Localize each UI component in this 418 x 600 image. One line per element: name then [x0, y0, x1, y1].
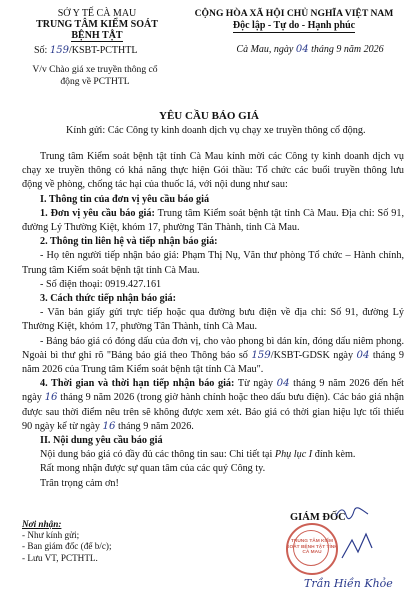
intro-paragraph: Trung tâm Kiểm soát bệnh tật tỉnh Cà Mau kính mời các Công ty kinh doanh dịch vụ chạy xe truyền thông có khả năng thực hiện Gói thầu: Tổ chức các buổi truyền thông lưu động về phòng, chống tác hại của thuốc lá, với nội dung như sau:	[22, 151, 404, 191]
thanks-line-2: Trân trọng cảm ơn!	[40, 477, 119, 489]
signature-mark	[334, 506, 370, 520]
national-motto: Độc lập - Tự do - Hạnh phúc	[232, 20, 356, 31]
recipients-block	[22, 519, 172, 564]
signature-scribble	[338, 530, 378, 564]
agency-name: SỞ Y TẾ CÀ MAU	[57, 8, 137, 19]
item-2-phone: - Số điện thoại: 0919.427.161	[40, 278, 162, 290]
stamp-text: TRUNG TÂM KIỂM SOÁT BỆNH TẬT TỈNH CÀ MAU	[286, 539, 338, 555]
item-3-address: - Văn bản giấy gửi trực tiếp hoặc qua đường bưu điện về địa chỉ: Số 91, đường Lý Thường Kiệt, khóm 17, phường Tân Thành, tỉnh Cà Mau.	[22, 307, 404, 333]
document-body	[22, 150, 404, 491]
thanks-line-1: Rất mong nhận được sự quan tâm của các quý Công ty.	[40, 463, 266, 475]
recipient-item: - Ban giám đốc (để b/c);	[22, 541, 112, 552]
unit-name-line2: BỆNH TẬT	[71, 30, 123, 41]
item-3-envelope: - Bảng báo giá có đóng dấu của đơn vị, cho vào phong bì dán kín, đóng dấu niêm phong. Ngoài bì thư ghi rõ "Bảng báo giá theo Thông báo số 159/KSBT-GDSK ngày 04 tháng 9 năm 2026 của Trung tâm Kiểm soát bệnh tật tỉnh Cà Mau".	[22, 335, 404, 376]
section-1-heading: I. Thông tin của đơn vị yêu cầu báo giá	[40, 193, 210, 205]
header-right	[178, 8, 410, 33]
item-1: 1. Đơn vị yêu cầu báo giá: Trung tâm Kiểm soát bệnh tật tỉnh Cà Mau. Địa chỉ: Số 91, đường Lý Thường Kiệt, khóm 17, phường Tân Thành, tỉnh Cà Mau.	[22, 207, 404, 234]
document-subject: V/v Chào giá xe truyền thông cổ động về PCTHTL	[32, 64, 158, 87]
signer-name: Trần Hiền Khỏe	[304, 577, 393, 590]
recipient-line: Kính gửi: Các Công ty kinh doanh dịch vụ chạy xe truyền thông cổ động.	[66, 125, 366, 136]
unit-name-line1: TRUNG TÂM KIỂM SOÁT	[36, 19, 158, 30]
recipient-item: - Lưu VT, PCTHTL.	[22, 552, 98, 563]
handwritten-number: 159	[49, 45, 69, 56]
recipient-item: - Như kính gửi;	[22, 530, 80, 541]
phone-number: 0919.427.161	[105, 278, 162, 290]
signer-title: GIÁM ĐỐC	[290, 512, 346, 523]
country-name: CỘNG HÒA XÃ HỘI CHỦ NGHĨA VIỆT NAM	[194, 8, 394, 19]
recipients-title: Nơi nhận:	[22, 519, 62, 529]
item-4: 4. Thời gian và thời hạn tiếp nhận báo giá: Từ ngày 04 tháng 9 năm 2026 đến hết ngày 16 tháng 9 năm 2026 (trong giờ hành chính hoặc theo dấu bưu điện). Các báo giá nhận được sau thời điểm nêu trên sẽ không được xem xét. Báo giá có thời gian hiệu lực tối thiểu 90 ngày kể từ ngày 16 tháng 9 năm 2026.	[22, 378, 405, 432]
item-2-heading: 2. Thông tin liên hệ và tiếp nhận báo giá:	[40, 236, 218, 248]
official-stamp	[286, 523, 338, 575]
section-2-heading: II. Nội dung yêu cầu báo giá	[40, 435, 163, 447]
item-3-heading: 3. Cách thức tiếp nhận báo giá:	[40, 293, 177, 305]
header-left	[12, 8, 182, 42]
document-title: YÊU CẦU BÁO GIÁ	[159, 110, 259, 122]
issue-date: Cà Mau, ngày 04 tháng 9 năm 2026	[236, 44, 384, 55]
item-2-contact: - Họ tên người tiếp nhận báo giá: Phạm Thị Nụ, Văn thư phòng Tổ chức – Hành chính, Trung tâm Kiểm soát bệnh tật tỉnh Cà Mau.	[22, 250, 404, 276]
document-number: Số: 159/KSBT-PCTHTL	[34, 45, 138, 56]
appendix-reference: Phụ lục I	[274, 449, 313, 461]
content-paragraph: Nội dung báo giá có đầy đủ các thông tin sau: Chi tiết tại Phụ lục I đính kèm.	[40, 449, 356, 461]
